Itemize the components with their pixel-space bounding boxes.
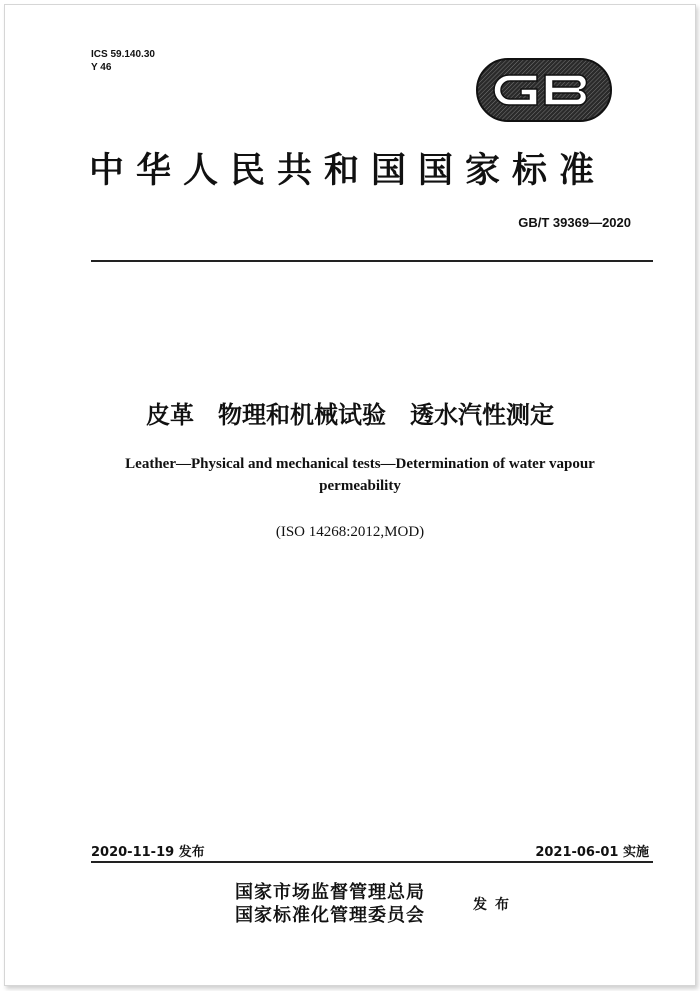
standard-number: GB/T 39369—2020 bbox=[518, 215, 631, 230]
top-divider bbox=[91, 260, 653, 262]
english-title-line1: Leather—Physical and mechanical tests—Determination of water vapour bbox=[125, 456, 595, 472]
gb-logo-icon bbox=[475, 57, 613, 123]
implementation-date: 2021-06-01 实施 bbox=[535, 845, 649, 860]
bottom-divider bbox=[91, 861, 653, 863]
issuer-samr: 国家市场监督管理总局 bbox=[235, 882, 425, 903]
document-page bbox=[4, 4, 696, 986]
standard-category-title: 中华人民共和国国家标准 bbox=[89, 151, 607, 191]
issuing-authorities bbox=[235, 881, 425, 927]
issue-date: 2020-11-19 发布 bbox=[91, 845, 205, 860]
class-code: Y 46 bbox=[91, 62, 112, 73]
chinese-title: 皮革 物理和机械试验 透水汽性测定 bbox=[146, 401, 554, 429]
english-title-line2: permeability bbox=[319, 478, 401, 494]
issuer-sac: 国家标准化管理委员会 bbox=[235, 905, 425, 926]
english-title bbox=[95, 453, 625, 497]
publish-label: 发布 bbox=[473, 897, 517, 913]
iso-reference: (ISO 14268:2012,MOD) bbox=[275, 524, 425, 540]
classification-codes bbox=[91, 48, 155, 74]
ics-code: ICS 59.140.30 bbox=[91, 49, 155, 60]
